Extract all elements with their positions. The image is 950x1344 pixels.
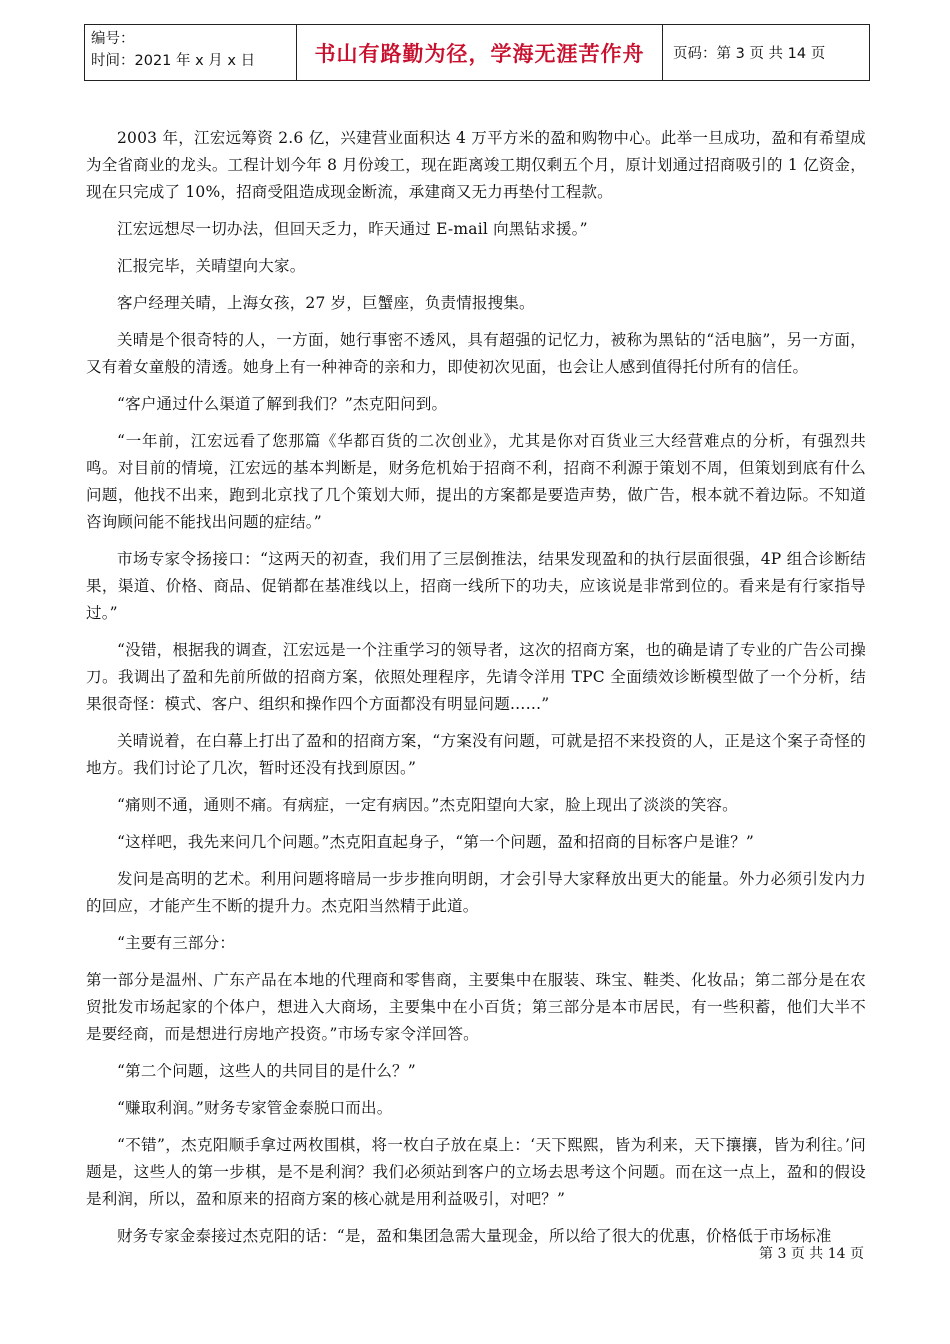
paragraph: 关晴是个很奇特的人，一方面，她行事密不透风，具有超强的记忆力，被称为黑钻的“活电脑”，另一方面，又有着女童般的清透。她身上有一种神奇的亲和力，即使初次见面，也会让人感到值得托付所有的信任。 [86, 331, 866, 376]
paragraph: “不错”，杰克阳顺手拿过两枚围棋，将一枚白子放在桌上：‘天下熙熙，皆为利来，天下攘攘，皆为利往。’问题是，这些人的第一步棋，是不是利润？我们必须站到客户的立场去思考这个问题。而在这一点上，盈和的假设是利润，所以，盈和原来的招商方案的核心就是用利益吸引，对吧？” [86, 1136, 866, 1208]
paragraph: “第二个问题，这些人的共同目的是什么？” [117, 1062, 416, 1080]
time-label: 时间：2021 年 x 月 x 日 [91, 53, 256, 69]
paragraph: “客户通过什么渠道了解到我们？”杰克阳问到。 [117, 395, 448, 413]
paragraph: 江宏远想尽一切办法，但回天乏力，昨天通过 E-mail 向黑钻求援。” [117, 220, 588, 238]
paragraph: “一年前，江宏远看了您那篇《华都百货的二次创业》，尤其是你对百货业三大经营难点的分析，有强烈共鸣。对目前的情境，江宏远的基本判断是，财务危机始于招商不利，招商不利源于策划不周，但策划到底有什么问题，他找不出来，跑到北京找了几个策划大师，提出的方案都是要造声势，做广告，根本就不着边际。不知道咨询顾问能不能找出问题的症结。” [86, 432, 866, 531]
paragraph: 市场专家令扬接口：“这两天的初查，我们用了三层倒推法，结果发现盈和的执行层面很强，4P 组合诊断结果，渠道、价格、商品、促销都在基准线以上，招商一线所下的功夫，应该说是非常到位的。看来是有行家指导过。” [86, 550, 866, 622]
number-label: 编号： [91, 31, 135, 47]
paragraph: 财务专家金泰接过杰克阳的话：“是，盈和集团急需大量现金，所以给了很大的优惠，价格低于市场标准 [117, 1227, 832, 1245]
paragraph: “没错，根据我的调查，江宏远是一个注重学习的领导者，这次的招商方案，也的确是请了专业的广告公司操刀。我调出了盈和先前所做的招商方案，依照处理程序，先请令洋用 TPC 全面绩效诊断模型做了一个分析，结果很奇怪：模式、客户、组织和操作四个方面都没有明显问题……” [86, 641, 866, 713]
paragraph: 第一部分是温州、广东产品在本地的代理商和零售商，主要集中在服装、珠宝、鞋类、化妆品；第二部分是在农贸批发市场起家的个体户，想进入大商场，主要集中在小百货；第三部分是本市居民，有一些积蓄，他们大半不是要经商，而是想进行房地产投资。”市场专家令洋回答。 [86, 971, 866, 1043]
document-body [86, 125, 866, 1260]
paragraph: “痛则不通，通则不痛。有病症，一定有病因。”杰克阳望向大家，脸上现出了淡淡的笑容。 [117, 796, 738, 814]
paragraph: 2003 年，江宏远筹资 2.6 亿，兴建营业面积达 4 万平方米的盈和购物中心。此举一旦成功，盈和有希望成为全省商业的龙头。工程计划今年 8 月份竣工，现在距离竣工期仅剩五个月，原计划通过招商吸引的 1 亿资金，现在只完成了 10%，招商受阻造成现金断流，承建商又无力再垫付工程款。 [86, 129, 866, 201]
paragraph: 汇报完毕，关晴望向大家。 [117, 257, 306, 275]
header-page-label: 页码：第 3 页 共 14 页 [673, 46, 826, 62]
paragraph: 客户经理关晴，上海女孩，27 岁，巨蟹座，负责情报搜集。 [117, 294, 535, 312]
paragraph: “这样吧，我先来问几个问题。”杰克阳直起身子，“第一个问题，盈和招商的目标客户是谁？” [117, 833, 755, 851]
paragraph: “主要有三部分： [117, 934, 236, 952]
header-motto: 书山有路勤为径，学海无涯苦作舟 [297, 25, 663, 80]
paragraph: 发问是高明的艺术。利用问题将暗局一步步推向明朗，才会引导大家释放出更大的能量。外力必须引发内力的回应，才能产生不断的提升力。杰克阳当然精于此道。 [86, 870, 866, 915]
paragraph: “赚取利润。”财务专家管金泰脱口而出。 [117, 1099, 393, 1117]
paragraph: 关晴说着，在白幕上打出了盈和的招商方案，“方案没有问题，可就是招不来投资的人，正是这个案子奇怪的地方。我们讨论了几次，暂时还没有找到原因。” [86, 732, 866, 777]
page-footer: 第 3 页 共 14 页 [759, 1246, 864, 1262]
header-table [84, 24, 870, 81]
header-left-cell [85, 25, 297, 80]
